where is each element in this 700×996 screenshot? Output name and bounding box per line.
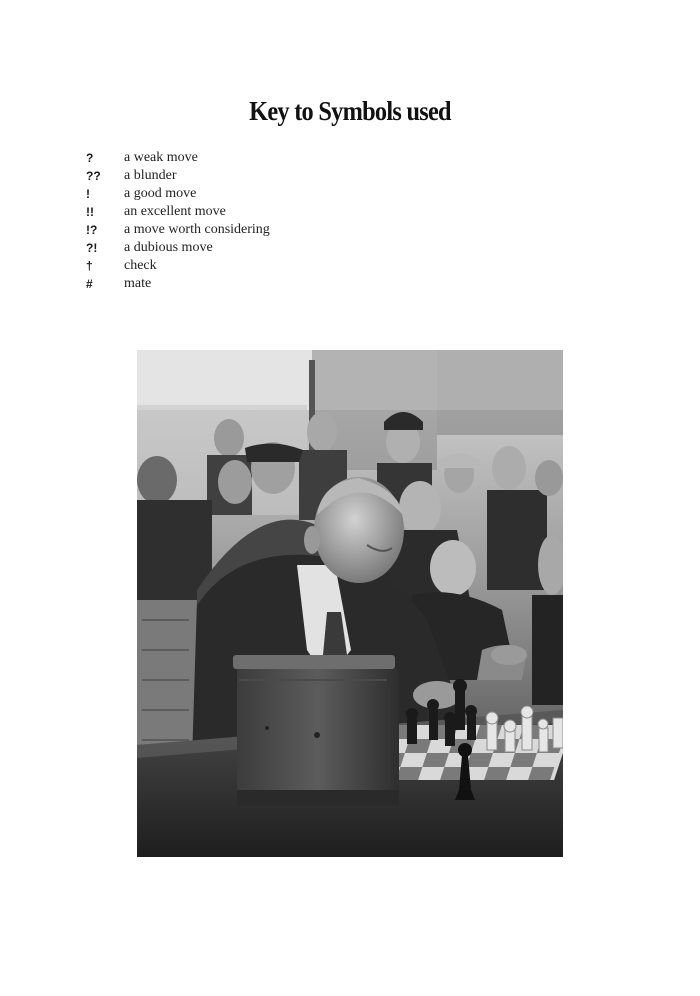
legend-meaning: check (124, 258, 157, 273)
legend-meaning: a move worth considering (124, 222, 270, 237)
legend-symbol: ? (86, 151, 94, 165)
legend-symbol: # (86, 277, 93, 291)
legend-meaning: a blunder (124, 168, 177, 183)
legend-meaning: a weak move (124, 150, 198, 165)
legend-meaning: a good move (124, 186, 197, 201)
legend-meaning: a dubious move (124, 240, 213, 255)
page-title: Key to Symbols used (249, 96, 451, 126)
legend-row (86, 167, 270, 185)
legend-symbol: ?? (86, 169, 101, 183)
legend-row (86, 149, 270, 167)
legend-meaning: an excellent move (124, 204, 226, 219)
legend-row (86, 185, 270, 203)
legend-symbol: † (86, 259, 93, 273)
symbol-legend (86, 149, 270, 293)
chess-player-photo (137, 350, 563, 857)
legend-symbol: ?! (86, 241, 98, 255)
legend-row (86, 221, 270, 239)
legend-symbol: !! (86, 205, 94, 219)
legend-row (86, 257, 270, 275)
legend-row (86, 203, 270, 221)
legend-meaning: mate (124, 276, 152, 291)
photo-illustration (137, 350, 563, 857)
legend-symbol: !? (86, 223, 98, 237)
legend-row (86, 239, 270, 257)
legend-symbol: ! (86, 187, 90, 201)
legend-row (86, 275, 270, 293)
